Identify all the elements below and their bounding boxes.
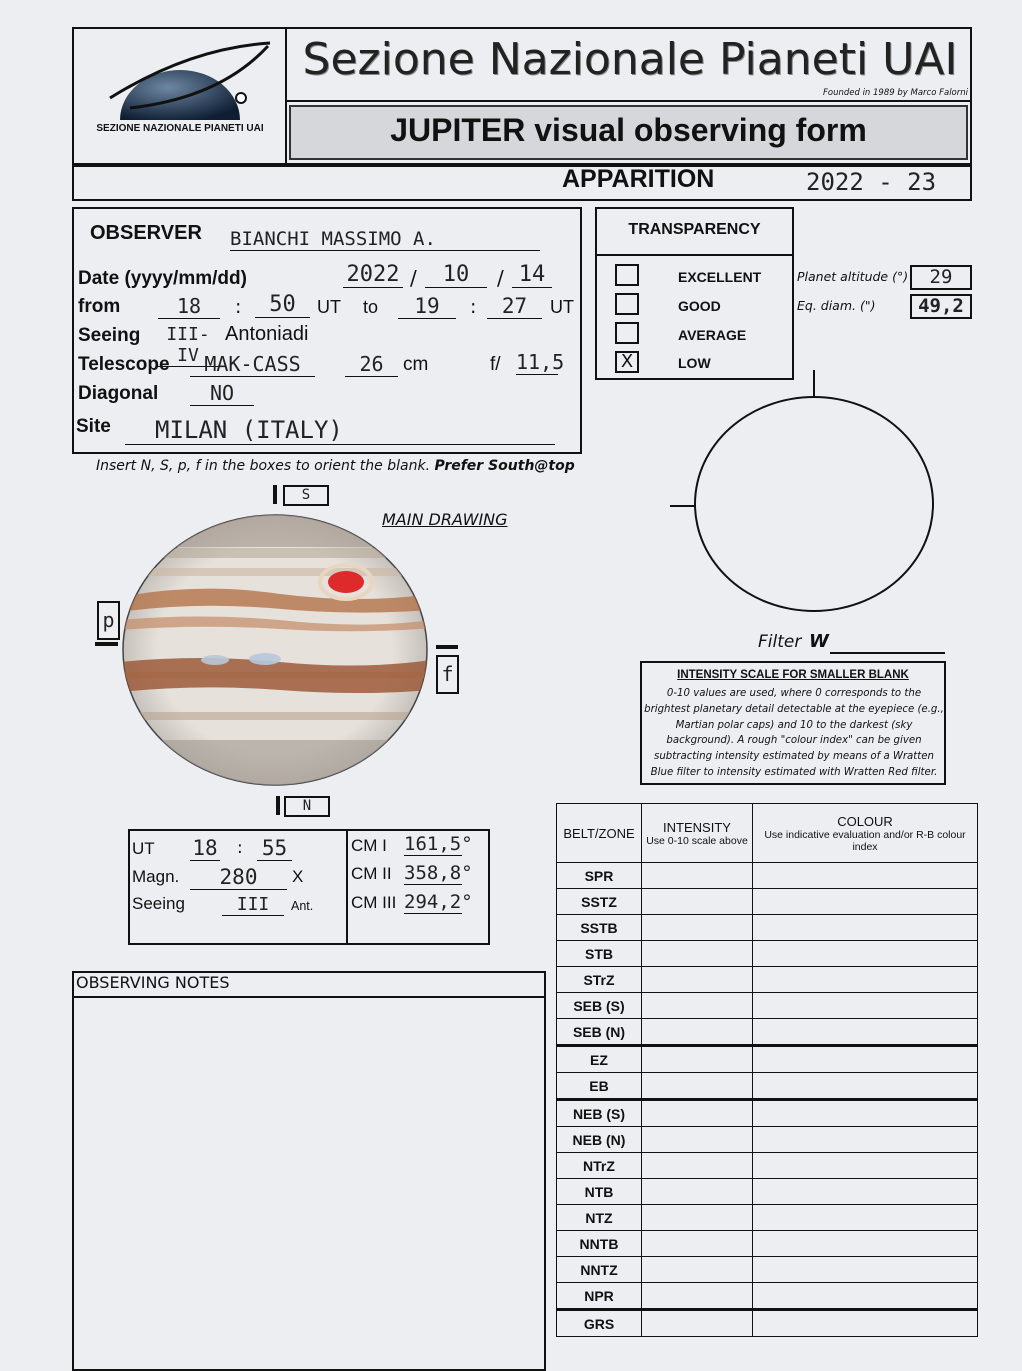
average-label: AVERAGE <box>678 327 747 343</box>
table-row <box>557 1046 978 1073</box>
zone-name: STB <box>557 941 642 967</box>
seeing-label: Seeing <box>78 325 141 346</box>
header-divider <box>285 27 287 165</box>
intensity-cell[interactable] <box>642 1310 753 1337</box>
cm1-field[interactable]: 161,5° <box>404 833 473 855</box>
top-tick <box>273 485 277 504</box>
zone-name: NTB <box>557 1179 642 1205</box>
notes-title-divider <box>72 996 546 998</box>
seeing-small-field[interactable]: III <box>222 894 284 916</box>
intensity-cell[interactable] <box>642 941 753 967</box>
north-polar-region <box>120 740 432 790</box>
colour-cell[interactable] <box>753 1073 978 1100</box>
col-colour-sub: Use indicative evaluation and/or R-B colour index <box>764 828 966 853</box>
bottom-tick <box>276 796 280 815</box>
cm2-label: CM II <box>351 864 392 883</box>
intensity-scale-title: INTENSITY SCALE FOR SMALLER BLANK <box>677 669 909 681</box>
zone-name: GRS <box>557 1310 642 1337</box>
altitude-label: Planet altitude (°) <box>797 269 909 284</box>
telescope-field[interactable]: MAK-CASS <box>190 352 315 377</box>
telescope-label: Telescope <box>78 354 170 375</box>
apparition-value[interactable]: 2022 - 23 <box>806 168 937 196</box>
apparition-label: APPARITION <box>562 165 715 193</box>
cm2-field[interactable]: 358,8° <box>404 862 473 884</box>
from-label: from <box>78 296 121 317</box>
colour-cell[interactable] <box>753 1283 978 1310</box>
to-label: to <box>363 297 379 317</box>
colour-cell[interactable] <box>753 1046 978 1073</box>
intensity-cell[interactable] <box>642 889 753 915</box>
table-row <box>557 915 978 941</box>
intensity-blank-disk[interactable] <box>694 396 934 612</box>
date-sep-1: / <box>410 266 417 290</box>
zone-name: NTrZ <box>557 1153 642 1179</box>
col-colour <box>753 804 978 863</box>
colour-cell[interactable] <box>753 1231 978 1257</box>
right-orientation-box[interactable]: f <box>436 655 459 694</box>
intensity-cell[interactable] <box>642 1179 753 1205</box>
date-sep-2: / <box>497 266 504 290</box>
uai-logo <box>90 38 280 128</box>
col-intensity-label: INTENSITY <box>663 819 731 835</box>
seeing-small-label: Seeing <box>132 894 185 913</box>
zone-name: SEB (S) <box>557 993 642 1019</box>
intensity-cell[interactable] <box>642 1205 753 1231</box>
zone-name: EB <box>557 1073 642 1100</box>
blank-disk-top-tick <box>813 370 815 398</box>
col-intensity <box>642 804 753 863</box>
table-row <box>557 1179 978 1205</box>
right-tick <box>436 645 458 649</box>
date-label: Date (yyyy/mm/dd) <box>78 268 247 289</box>
zone-name: NNTB <box>557 1231 642 1257</box>
ut-label: UT <box>132 839 155 858</box>
to-hour[interactable]: 19 <box>398 294 456 319</box>
date-year[interactable]: 2022 <box>343 262 403 288</box>
colour-cell[interactable] <box>753 1153 978 1179</box>
zone-name: NEB (N) <box>557 1127 642 1153</box>
colour-cell[interactable] <box>753 889 978 915</box>
south-polar-region <box>120 512 432 547</box>
date-day[interactable]: 14 <box>512 262 552 288</box>
table-row <box>557 967 978 993</box>
intensity-cell[interactable] <box>642 1100 753 1127</box>
diagonal-label: Diagonal <box>78 383 159 404</box>
zone-name: NEB (S) <box>557 1100 642 1127</box>
from-minute[interactable]: 50 <box>255 292 310 318</box>
seeing-scale: Antoniadi <box>225 323 309 345</box>
low-checkbox[interactable]: X <box>615 351 639 373</box>
from-colon: : <box>235 296 242 318</box>
table-row <box>557 941 978 967</box>
intensity-cell[interactable] <box>642 1231 753 1257</box>
logo-text: SEZIONE NAZIONALE PIANETI UAI <box>96 123 264 134</box>
cm1-label: CM I <box>351 836 387 855</box>
great-red-spot <box>328 571 364 593</box>
table-row <box>557 1205 978 1231</box>
zone-name: NNTZ <box>557 1257 642 1283</box>
f-label: f/ <box>490 354 501 375</box>
colour-cell[interactable] <box>753 967 978 993</box>
low-label: LOW <box>678 355 711 371</box>
table-row <box>557 1310 978 1337</box>
zone-name: NTZ <box>557 1205 642 1231</box>
transparency-title: TRANSPARENCY <box>628 221 761 238</box>
table-row <box>557 1257 978 1283</box>
intensity-scale-text: 0-10 values are used, where 0 corresponds to the brightest planetary detail detectable at the eyepiece (e.g., Martian polar caps) and 10 to the darkest (sky background). A rough "colour index" can be given subtracting intensity estimated by means of a Wratten Blue filter to intensity estimated with Wratten Red filter. <box>644 688 944 778</box>
table-row <box>557 993 978 1019</box>
bottom-orientation-box[interactable]: N <box>284 796 330 817</box>
from-hour[interactable]: 18 <box>158 294 220 319</box>
ut-hour[interactable]: 18 <box>190 836 220 861</box>
cm3-label: CM III <box>351 893 397 912</box>
average-checkbox[interactable] <box>615 322 639 344</box>
table-row <box>557 1100 978 1127</box>
diameter-field[interactable]: 49,2 <box>910 294 972 319</box>
cm-unit: cm <box>403 354 429 375</box>
seeing-field[interactable]: III-IV <box>156 324 220 367</box>
colour-cell[interactable] <box>753 1019 978 1046</box>
magn-field[interactable]: 280 <box>190 865 287 890</box>
intensity-cell[interactable] <box>642 1019 753 1046</box>
table-row <box>557 889 978 915</box>
focal-ratio-field[interactable]: 11,5 <box>516 350 565 374</box>
form-title: JUPITER visual observing form <box>390 112 867 148</box>
to-ut: UT <box>550 297 574 317</box>
observer-field[interactable]: BIANCHI MASSIMO A. <box>230 228 540 251</box>
ut-cm-divider <box>346 829 348 945</box>
intensity-cell[interactable] <box>642 1127 753 1153</box>
ut-minute[interactable]: 55 <box>257 836 292 861</box>
date-month[interactable]: 10 <box>425 262 487 288</box>
intensity-cell[interactable] <box>642 1283 753 1310</box>
magn-label: Magn. <box>132 867 180 886</box>
diameter-label: Eq. diam. (") <box>797 298 876 313</box>
intensity-cell[interactable] <box>642 915 753 941</box>
prefer-south-note: Prefer South@top <box>434 458 575 474</box>
table-row <box>557 1231 978 1257</box>
colour-cell[interactable] <box>753 1179 978 1205</box>
transparency-divider <box>595 254 794 256</box>
aperture-field[interactable]: 26 <box>345 352 398 377</box>
belt-zone-table <box>556 803 978 1337</box>
observer-label: OBSERVER <box>90 222 202 244</box>
zone-name: EZ <box>557 1046 642 1073</box>
colour-cell[interactable] <box>753 863 978 889</box>
filter-value[interactable]: W <box>809 631 829 652</box>
ant-label: Ant. <box>291 899 314 913</box>
intensity-cell[interactable] <box>642 1153 753 1179</box>
title-underline <box>287 100 972 102</box>
filter-underline <box>830 652 945 654</box>
intensity-cell[interactable] <box>642 863 753 889</box>
colour-cell[interactable] <box>753 1310 978 1337</box>
site-field[interactable]: MILAN (ITALY) <box>125 416 555 445</box>
table-row <box>557 863 978 889</box>
colour-cell[interactable] <box>753 941 978 967</box>
jupiter-drawing[interactable] <box>120 512 432 792</box>
orientation-text: Insert N, S, p, f in the boxes to orient the blank. <box>96 458 431 474</box>
good-checkbox[interactable] <box>615 293 639 315</box>
colour-cell[interactable] <box>753 1257 978 1283</box>
zone-name: SSTZ <box>557 889 642 915</box>
colour-cell[interactable] <box>753 993 978 1019</box>
page-title: Sezione Nazionale Pianeti UAI <box>302 34 958 85</box>
magn-x: X <box>292 867 304 886</box>
zone-name: SPR <box>557 863 642 889</box>
notes-title: OBSERVING NOTES <box>76 973 230 992</box>
table-row <box>557 1073 978 1100</box>
good-label: GOOD <box>678 298 721 314</box>
to-colon: : <box>470 296 477 318</box>
site-label: Site <box>76 416 111 437</box>
founded-note: Founded in 1989 by Marco Falorni <box>822 88 968 98</box>
blank-disk-left-tick <box>670 505 696 507</box>
cm3-field[interactable]: 294,2° <box>404 891 473 913</box>
zone-name: SSTB <box>557 915 642 941</box>
col-intensity-sub: Use 0-10 scale above <box>646 834 748 847</box>
from-ut: UT <box>317 297 341 317</box>
table-row <box>557 1127 978 1153</box>
table-row <box>557 1283 978 1310</box>
intensity-cell[interactable] <box>642 993 753 1019</box>
notes-frame[interactable] <box>72 971 546 1371</box>
filter-label: Filter <box>758 632 802 652</box>
intensity-cell[interactable] <box>642 1257 753 1283</box>
col-colour-label: COLOUR <box>837 813 893 829</box>
excellent-label: EXCELLENT <box>678 269 762 285</box>
colour-cell[interactable] <box>753 1100 978 1127</box>
zone-name: SEB (N) <box>557 1019 642 1046</box>
table-row <box>557 1019 978 1046</box>
to-minute[interactable]: 27 <box>487 294 542 319</box>
altitude-field[interactable]: 29 <box>910 265 972 290</box>
left-orientation-box[interactable]: p <box>97 601 120 640</box>
intensity-cell[interactable] <box>642 1046 753 1073</box>
diagonal-field[interactable]: NO <box>190 381 254 406</box>
intensity-cell[interactable] <box>642 1073 753 1100</box>
top-orientation-box[interactable]: S <box>283 485 329 506</box>
table-row <box>557 1153 978 1179</box>
colour-cell[interactable] <box>753 1127 978 1153</box>
orientation-instructions <box>96 458 575 474</box>
colour-cell[interactable] <box>753 915 978 941</box>
colour-cell[interactable] <box>753 1205 978 1231</box>
left-tick <box>95 642 118 646</box>
main-drawing-label: MAIN DRAWING <box>382 510 508 529</box>
intensity-cell[interactable] <box>642 967 753 993</box>
excellent-checkbox[interactable] <box>615 264 639 286</box>
zone-name: STrZ <box>557 967 642 993</box>
zone-name: NPR <box>557 1283 642 1310</box>
col-belt-zone: BELT/ZONE <box>557 804 642 863</box>
ut-colon: : <box>237 838 243 858</box>
